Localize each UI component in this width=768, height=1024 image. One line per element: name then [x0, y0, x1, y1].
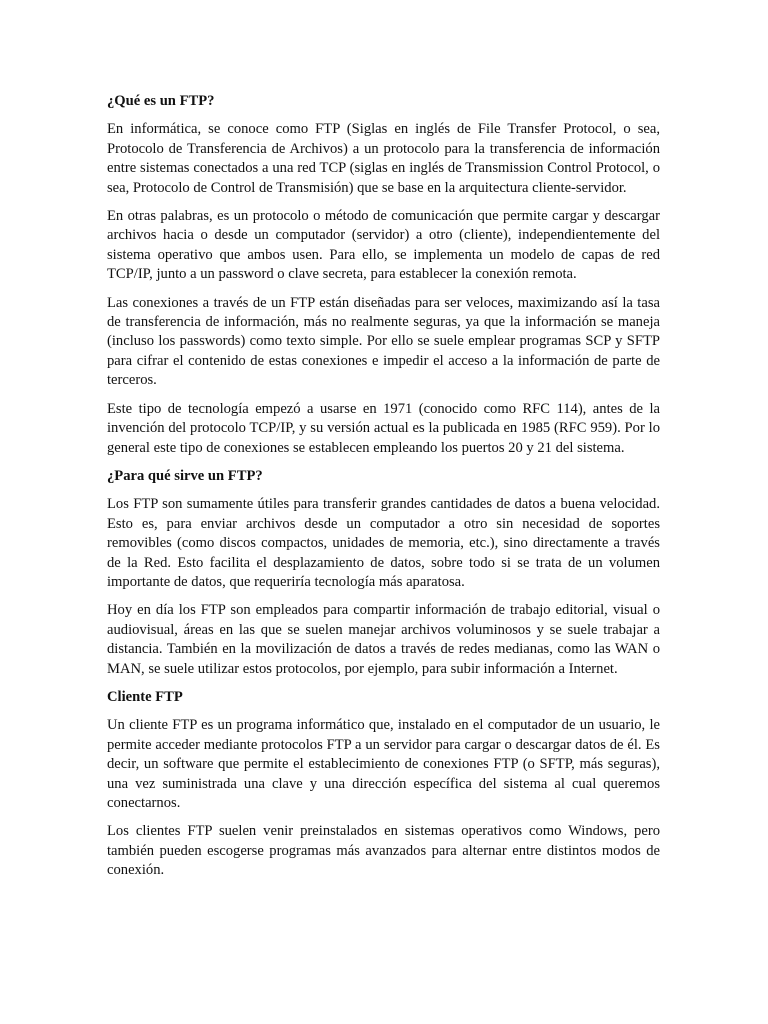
paragraph: En otras palabras, es un protocolo o método de comunicación que permite cargar y descargar archivos hacia o desde un computador (servidor) a otro (cliente), independientemente del sistema operativo que ambos usen. Para ello, se implementa un modelo de capas de red TCP/IP, junto a un password o clave secreta, para establecer la conexión remota. — [107, 208, 660, 283]
paragraph: Hoy en día los FTP son empleados para compartir información de trabajo editorial, visual o audiovisual, áreas en las que se suelen manejar archivos voluminosos y se suele trabajar a distancia. También en la movilización de datos a través de redes medianas, como las WAN o MAN, se suele utilizar estos protocolos, por ejemplo, para subir información a Internet. — [107, 602, 660, 677]
document-page — [107, 88, 660, 890]
paragraph: Este tipo de tecnología empezó a usarse en 1971 (conocido como RFC 114), antes de la invención del protocolo TCP/IP, y su versión actual es la publicada en 1985 (RFC 959). Por lo general este tipo de conexiones se establecen empleando los puertos 20 y 21 del sistema. — [107, 400, 660, 456]
section-heading-que-es-ftp: ¿Qué es un FTP? — [107, 93, 215, 109]
paragraph: Un cliente FTP es un programa informático que, instalado en el computador de un usuario, le permite acceder mediante protocolos FTP a un servidor para cargar o descargar datos de él. Es decir, un software que permite el establecimiento de conexiones FTP (o SFTP, más seguras), una vez suministrada una clave y una dirección específica del sistema al cual queremos conectarnos. — [107, 717, 660, 811]
paragraph: Los clientes FTP suelen venir preinstalados en sistemas operativos como Windows, pero también pueden escogerse programas más avanzados para alternar entre distintos modos de conexión. — [107, 823, 660, 879]
section-heading-cliente-ftp: Cliente FTP — [107, 688, 183, 705]
section-heading-para-que-sirve: ¿Para qué sirve un FTP? — [107, 467, 263, 484]
paragraph: Los FTP son sumamente útiles para transferir grandes cantidades de datos a buena velocidad. Esto es, para enviar archivos desde un computador a otro sin necesidad de soportes removibles (como discos compactos, unidades de memoria, etc.), sino directamente a través de la Red. Esto facilita el desplazamiento de datos, sobre todo si se trata de un volumen importante de datos, que requeriría tecnología más aparatosa. — [107, 496, 660, 590]
paragraph: En informática, se conoce como FTP (Siglas en inglés de File Transfer Protocol, o sea, Protocolo de Transferencia de Archivos) a un protocolo para la transferencia de información entre sistemas conectados a una red TCP (siglas en inglés de Transmission Control Protocol, o sea, Protocolo de Control de Transmisión) que se base en la arquitectura cliente-servidor. — [107, 121, 660, 196]
paragraph: Las conexiones a través de un FTP están diseñadas para ser veloces, maximizando así la tasa de transferencia de información, más no realmente seguras, ya que la información se maneja (incluso los passwords) como texto simple. Por ello se suele emplear programas SCP y SFTP para cifrar el contenido de estas conexiones e impedir el acceso a la información de parte de terceros. — [107, 294, 660, 389]
